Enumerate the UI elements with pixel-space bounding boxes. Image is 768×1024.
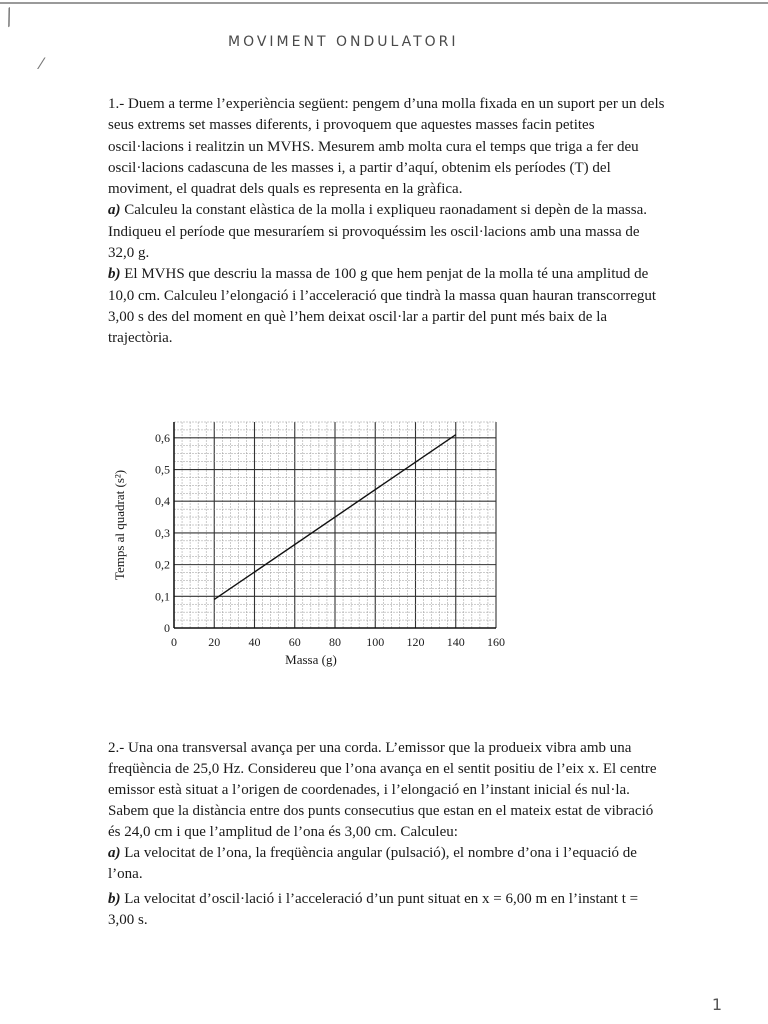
- problem-2-intro: 2.- Una ona transversal avança per una corda. L’emissor que la produeix vibra amb una freqüència de 25,0 Hz. Considereu que l’ona avança en el sentit positiu de l’eix x. El centre emissor està situat a l’origen de coordenades, i l’elongació en l’instant inicial és nul·la. Sabem que la distància entre dos punts consecutius que estan en el mateix estat de vibració és 24,0 cm i que l’amplitud de l’ona és 3,00 cm. Calculeu:: [108, 740, 657, 840]
- x-tick-label: 20: [208, 635, 221, 649]
- chart-ticks: [155, 431, 505, 649]
- y-tick-label: 0,4: [155, 494, 170, 509]
- part-a-label: a): [108, 202, 121, 219]
- problem-1-part-b: [108, 264, 668, 349]
- chart-svg: [108, 414, 528, 684]
- corner-mark: ⁄: [40, 54, 43, 73]
- page-title: MOVIMENT ONDULATORI: [228, 34, 459, 50]
- part-b-text: La velocitat d’oscil·lació i l’acceleració d’un punt situat en x = 6,00 m en l’instant t = 3,00 s.: [108, 891, 639, 928]
- problem-1: [108, 94, 668, 350]
- y-tick-label: 0,5: [155, 462, 170, 477]
- y-tick-label: 0,1: [155, 589, 170, 604]
- x-tick-label: 80: [329, 635, 341, 649]
- x-tick-label: 0: [171, 635, 177, 649]
- part-a-label: a): [108, 845, 121, 861]
- x-tick-label: 160: [487, 635, 505, 649]
- chart-grid: [174, 422, 496, 628]
- page-top-edge: [0, 2, 768, 4]
- part-a-text: La velocitat de l’ona, la freqüència angular (pulsació), el nombre d’ona i l’equació de l’ona.: [108, 845, 637, 882]
- part-b-label: b): [108, 266, 121, 283]
- problem-1-part-a: [108, 200, 668, 264]
- corner-scribble: ⁄: [1, 6, 18, 31]
- part-a-text: Calculeu la constant elàstica de la molla i expliqueu raonadament si depèn de la massa. Indiqueu el període que mesuraríem si provoquéssim les oscil·lacions amb una massa de 32,0 g.: [108, 202, 647, 262]
- problem-2-part-b: [108, 889, 668, 931]
- y-tick-label: 0,2: [155, 557, 170, 572]
- part-b-text: El MVHS que descriu la massa de 100 g que hem penjat de la molla té una amplitud de 10,0 cm. Calculeu l’elongació i l’acceleració que tindrà la massa quan hauran transcorregut 3,00 s des del moment en què l’hem deixat oscil·lar a partir del punt més baix de la trajectòria.: [108, 266, 657, 347]
- part-b-label: b): [108, 891, 121, 907]
- page-number: 1: [711, 995, 722, 1014]
- y-tick-label: 0,3: [155, 525, 170, 540]
- problem-2: [108, 738, 668, 931]
- y-tick-label: 0: [164, 621, 170, 635]
- problem-1-intro: 1.- Duem a terme l’experiència següent: pengem d’una molla fixada en un suport per un dels seus extrems set masses diferents, i provoquem que aquestes masses facin petites oscil·lacions i realitzin un MVHS. Mesurem amb molta cura el temps que triga a fer deu oscil·lacions cadascuna de les masses i, a partir d’aquí, obtenim els períodes (T) del moviment, el quadrat dels quals es representa en la gràfica.: [108, 96, 665, 198]
- x-tick-label: 100: [366, 635, 385, 649]
- x-tick-label: 60: [288, 635, 301, 649]
- x-tick-label: 140: [446, 635, 465, 649]
- problem-2-part-a: [108, 843, 668, 885]
- x-tick-label: 40: [248, 635, 261, 649]
- y-tick-label: 0,6: [155, 430, 170, 445]
- x-axis-label: Massa (g): [285, 652, 337, 667]
- x-tick-label: 120: [406, 635, 425, 649]
- period-squared-chart: [108, 414, 528, 684]
- y-axis-label: Temps al quadrat (s²): [112, 469, 127, 581]
